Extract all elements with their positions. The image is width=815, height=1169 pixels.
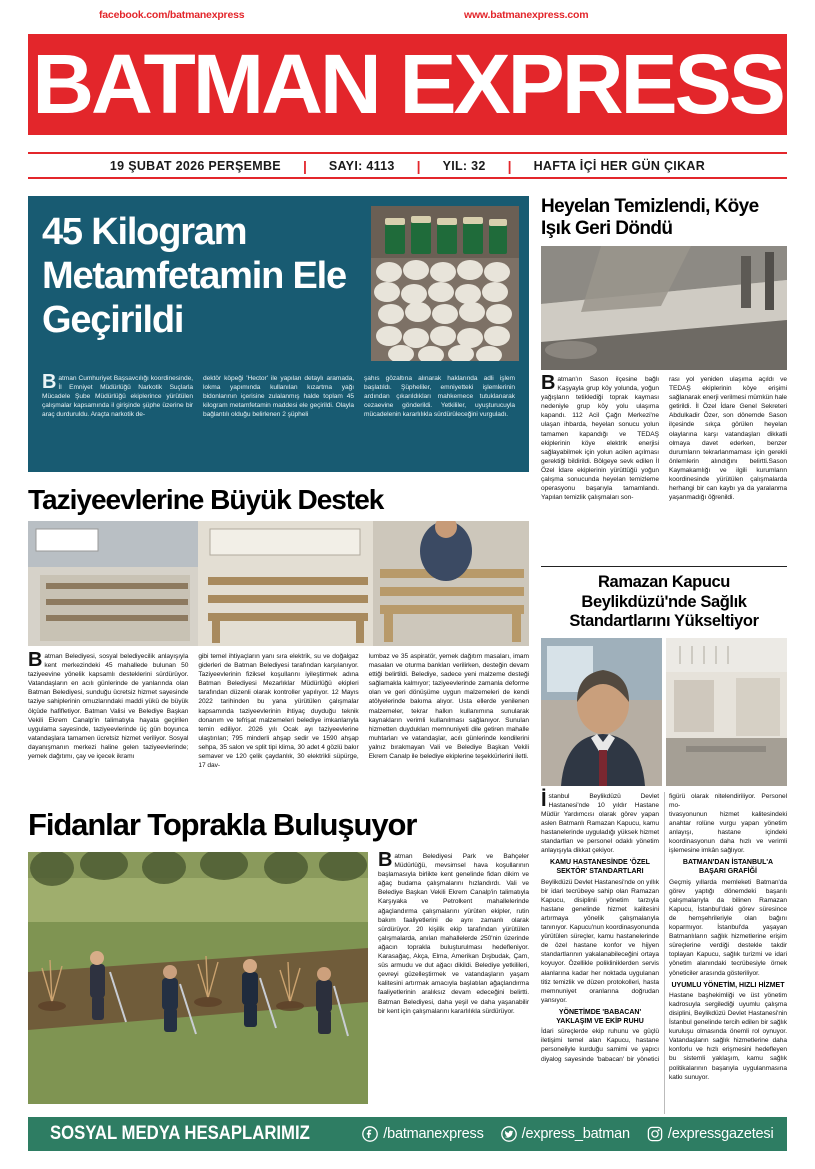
facebook-handle: /batmanexpress [383, 1126, 484, 1142]
mosque-furniture-photo-art [28, 521, 529, 646]
lead-story[interactable] [28, 196, 529, 472]
separator-1: | [302, 157, 307, 174]
fidan-photo [28, 852, 368, 1104]
separator-2: | [416, 157, 421, 174]
publication-year: YIL: 32 [442, 158, 486, 173]
twitter-handle: /express_batman [521, 1126, 630, 1142]
social-account-instagram[interactable] [647, 1126, 774, 1142]
landslide-road-photo-art [541, 246, 787, 370]
twitter-icon [501, 1126, 517, 1142]
tree-planting-photo-art [28, 852, 368, 1104]
taziye-body-col3: lumbaz ve 35 aspiratör, yemek dağıtım masaları, imam masaları ve oturma bankları verilirken, desteğin devam ettiği belirtildi. Belediye, sadece yeni malzeme desteği sağlamakla kalmıyor; taziyeevlerinde zamanla deforme olan ve geri dönüşüme uygun malzemeleri de kendi atölyelerinde bakıma alıyor. Usta ellerde yenilenen malzemeler, tekrar halkın kullanımına sunularak kaynakların verimli kullanılması sağlanıyor. Sunulan hizmetten duydukları memnuniyeti dile getiren mahalle muhtarları ve vatandaşlar, acılı günlerinde kendilerini yalnız bırakmayan Vali ve Belediye Başkan Vekili Ekrem Canalp ile belediye ekiplerine teşekkürlerini iletti. [368, 653, 529, 761]
ramazan-body [541, 788, 787, 1114]
fidan-body-text: Batman Belediyesi Park ve Bahçeler Müdürlüğü, mevsimsel hava koşullarının başlamasıyla birlikte kent genelinde fidan dikim ve ağaç budama çalışmalarını hızlandırdı. Vali ve Belediye Başkan Vekili Ekrem Canalp'in talimatıyla Karşıyaka ve Petrolkent mahallelerinde ağaçlandırma çalışmalarını yürüten ekipler, rutin bakım faaliyetlerini de aynı zamanlı olarak sürdürüyor. 20 kişilik ekip tarafından yürütülen çalışmalarda, anılan mahallelerde 250'nin üzerinde ağacın toprakla buluşturulması hedefleniyor. Karasağaç, Akça, Elma, Amerikan Dışbudak, Çam, süs armudu ve dut ağacı dikildi. Belediye yetkilileri, çevreyi güzelleştirmek ve vatandaşların yaşam kalitesini artırmak amacıyla başlatılan ağaçlandırma faaliyetlerinin aralıksız devam edeceğini belirtti. Batman Belediyesi, daha yeşil ve daha yaşanabilir bir kent için çalışmalarını kararlılıkla sürdürüyor. [378, 849, 529, 1015]
taziye-story[interactable] [28, 484, 529, 799]
ramazan-body-3: İdari süreçlerde ekip ruhunu ve güçlü iletişimi temel alan Kapucu, hastane personeliyle kurduğu samimi ve yapıcı diyalog sayesinde 'babacan' bir yönetici figürü olarak nitelendiriliyor. Personel mo- [541, 792, 787, 1063]
lead-body-col1: Batman Cumhuriyet Başsavcılığı koordinesinde, İl Emniyet Müdürlüğü Narkotik Suçlarla Mücadele Şube Müdürlüğü ekiplerince yürütülen çalışmalar kapsamında il girişinde şüphe üzerine bir araç durduruldu. Araçta narkotik de- [42, 371, 193, 419]
fidan-story[interactable] [28, 808, 529, 1104]
heyelan-body [541, 372, 787, 502]
ramazan-subhead-2: YÖNETİMDE 'BABACAN' YAKLAŞIM VE EKİP RUHU [556, 1008, 644, 1026]
hospital-manager-portrait-art [541, 638, 662, 786]
taziye-body [28, 649, 529, 770]
ramazan-subhead-1: KAMU HASTANESİNDE 'ÖZEL SEKTÖR' STANDARTLARI [550, 859, 650, 876]
masthead [28, 34, 787, 135]
social-account-facebook[interactable] [362, 1126, 483, 1142]
fidan-body [378, 849, 529, 1104]
heyelan-story[interactable] [541, 196, 787, 502]
publication-frequency: HAFTA İÇİ HER GÜN ÇIKAR [533, 158, 706, 173]
ramazan-portrait-photo [541, 638, 662, 786]
lead-story-headline: 45 Kilogram Metamfetamin Ele Geçirildi [42, 211, 346, 341]
heyelan-body-col2: rası yol yeniden ulaşıma açıldı ve TEDAŞ ekiplerinin köye erişimi sağlanarak enerji verilmesi mümkün hale getirildi. İl Özel İdare Genel Sekreteri Abdulkadir Özer, son dönemde Sason ilçesinde sıkça görülen heyelan olaylarına karşı vatandaşları dikkatli olmaya davet ederken, benzer durumların tekrarlanmaması için gerekli önlemlerin alındığını belirtti.Sason Kaymakamlığı ve ilgili kurumların koordinesinde yürütülen çalışmalarda herhangi bir can kaybı ya da yaralanma yaşanmadığı öğrenildi. [669, 376, 787, 502]
publication-date: 19 ŞUBAT 2026 PERŞEMBE [109, 158, 281, 173]
website-url-pill[interactable]: www.batmanexpress.com [455, 7, 597, 24]
lead-body-col2: dektör köpeği 'Hector' ile yapılan detaylı aramada, lokma yapımında kullanılan kızartma yağı bidonlarının içerisine zulalanmış halde toplam 45 kilogram metamfetamin maddesi ele geçirildi. Olayla bağlantılı olduğu belirlenen 2 şüpheli [203, 375, 354, 419]
facebook-url-pill[interactable]: facebook.com/batmanexpress [90, 7, 253, 24]
ramazan-body-5: Geçmiş yıllarda memleketi Batman'da görev yaptığı dönemdeki başarılı çalışmalarıyla da bilinen Ramazan Kapucu, İstanbul'daki görev süresince de hemşehrileriyle olan bağını koparmıyor. İstanbul'da yaşayan Batmanlıların sağlık hizmetlerine erişim süreçlerine verdiği destekle takdir toplayan Kapucu, sağlık turizmi ve idari yönetim alanındaki tecrübesiyle örnek yöneticiler arasında gösteriliyor. [669, 878, 787, 977]
ramazan-subhead-3: BATMAN'DAN İSTANBUL'A BAŞARI GRAFİĞİ [682, 859, 774, 876]
social-account-twitter[interactable] [501, 1126, 630, 1142]
separator-3: | [507, 157, 512, 174]
heyelan-body-col1: Batman'ın Sason ilçesine bağlı Kaşyayla grup köy yolunda, yoğun yağışların tetiklediği toprak kayması nedeniyle grup köy yolu ulaşıma kapandı. 112 Acil Çağrı Merkezi'ne ulaşan ihbarda, heyelan sonucu yolun tamamen kapandığı ve TEDAŞ ekiplerinin köye elektrik enerjisi sağlayabilmek için yolun acilen açılması gerektiği bildirildi. Bölgeye sevk edilen İl Özel İdare ekiplerinin yürüttüğü yoğun çalışma sonucunda heyelan temizleme operasyonu başarıyla tamamlandı. Yapılan temizlik çalışmaları son- [541, 372, 659, 502]
ramazan-story[interactable] [541, 566, 787, 1104]
taziye-body-col2: gibi temel ihtiyaçların yanı sıra elektrik, su ve doğalgaz giderleri de Batman Belediyesi tarafından karşılanıyor. Taziyeevlerinin fiziksel koşullarını iyileştirmek adına Batman Belediyesi Mezarlıklar Müdürlüğü ekipleri tarafından düzenli olarak kontroller yapılıyor. 12 Mayıs 2022 tarihinden bu yana yürütülen çalışmalar kapsamında taziyeevlerinin ihtiyaç duyduğu teknik donanım ve tefrişat malzemeleri belediye imkanlarıyla temin ediliyor. 2026 yılı Ocak ayı taziyeevlerine ulaştırılan; 795 minderli ahşap sedir ve 1590 ahşap sehpa, 35 salon ve split tipi klima, 30 adet 4 gözlü bakır semaver ve 120 çelik çaydanlık, 30 elektrikli süpürge, 17 dav- [198, 653, 359, 770]
taziye-photo [28, 521, 529, 646]
issue-info-bar [28, 152, 787, 179]
lead-story-photo [371, 206, 519, 361]
heyelan-photo [541, 246, 787, 370]
instagram-handle: /expressgazetesi [667, 1126, 774, 1142]
heyelan-headline: Heyelan Temizlendi, Köye Işık Geri Döndü [541, 196, 759, 239]
lead-story-body [42, 371, 515, 460]
taziye-headline: Taziyeevlerine Büyük Destek [28, 484, 384, 515]
ramazan-subhead-4: UYUMLU YÖNETİM, HIZLI HİZMET [671, 981, 785, 989]
lead-body-col3: şahıs gözaltına alınarak haklarında adli işlem başlatıldı. Şüpheliler, emniyetteki işlemlerinin ardından çıkarıldıkları mahkemece tutuklanarak cezaevine gönderildi. Yetkililer, uyuşturucuyla mücadelenin kararlılıkla sürdürüleceğini vurguladı. [364, 375, 515, 419]
ramazan-body-1: İstanbul Beylikdüzü Devlet Hastanesi'nde 10 yıldır Hastane Müdür Yardımcısı olarak görev yapan aslen Batmanlı Ramazan Kapucu, kamu hastanelerinde uyguladığı yüksek hizmet standartları ve personel odaklı yönetim anlayışıyla dikkat çekiyor. [541, 788, 659, 855]
facebook-icon [362, 1126, 378, 1142]
ramazan-photos [541, 638, 787, 786]
taziye-body-col1: Batman Belediyesi, sosyal belediyecilik anlayışıyla kent merkezindeki 45 mahallede bulunan 50 taziyeevine yönelik kapsamlı desteklerini sürdürüyor. Vatandaşların en acılı günlerinde de yanlarında olan Batman Belediyesi, sunduğu ücretsiz hizmet sayesinde taziye sahiplerinin omuzlarındaki maddi yükü de büyük ölçüde hafifletiyor. Batman Valisi ve Belediye Başkan Vekili Ekrem Canalp'in talimatıyla hayata geçirilen uygulama sayesinde, taziyeevlerinde üç gün boyunca vatandaşlara tamamen ücretsiz hizmet veriliyor. Sosyal dayanışmanın merkezi haline gelen taziyeevlerinde; yemek dağıtımı, çay ve içecek ikramı [28, 649, 189, 761]
instagram-icon [647, 1126, 663, 1142]
issue-number: SAYI: 4113 [328, 158, 395, 173]
ramazan-headline: Ramazan Kapucu Beylikdüzü'nde Sağlık Standartlarını Yükseltiyor [569, 573, 759, 630]
ramazan-body-6: Hastane başhekimliği ve üst yönetim kadrosuyla sergilediği uyumlu çalışma disiplini, Beylikdüzü Devlet Hastanesi'nin İstanbul genelinde tercih edilen bir sağlık kuruluşu olmasında önemli rol oynuyor. Vatandaşların sağlık hizmetlerine daha konforlu ve hızlı erişmesini hedefleyen bu sistemli yaklaşım, kamu sağlık politikalarının başarıyla uygulanmasına katkı sunuyor. [669, 991, 787, 1081]
ramazan-body-4: tivasyonunun hizmet kalitesindeki anahtar rolüne vurgu yapan yönetim anlayışı, hastane içindeki koordinasyonun daha hızlı ve verimli işlemesine imkân sağlıyor. [669, 810, 787, 855]
fidan-headline: Fidanlar Toprakla Buluşuyor [28, 807, 417, 842]
social-media-footer [28, 1117, 787, 1151]
ramazan-hospital-photo [666, 638, 787, 786]
hospital-corridor-photo-art [666, 638, 787, 786]
social-footer-label: SOSYAL MEDYA HESAPLARIMIZ [50, 1123, 310, 1144]
ramazan-body-2: Beylikdüzü Devlet Hastanesi'nde on yıllık bir idari tecrübeye sahip olan Ramazan Kapucu, disiplinli yönetim tarzıyla hastane genelinde hizmet kalitesini artırmaya yönelik çalışmalarıyla tanınıyor. Kapucu'nun koordinasyonunda yürütülen süreçler, kamu hastanelerinde de özel hastane konfor ve hijyen standartlarının yakalanabileceğini ortaya koyuyor. Özellikle polikliniklerden servis alanlarına kadar her noktada uygulanan titiz temizlik ve düzen protokolleri, hasta memnuniyet oranlarına doğrudan yansıyor. [541, 878, 659, 1004]
drug-seizure-photo-art [371, 206, 519, 361]
newspaper-title: BATMAN EXPRESS [32, 37, 783, 131]
